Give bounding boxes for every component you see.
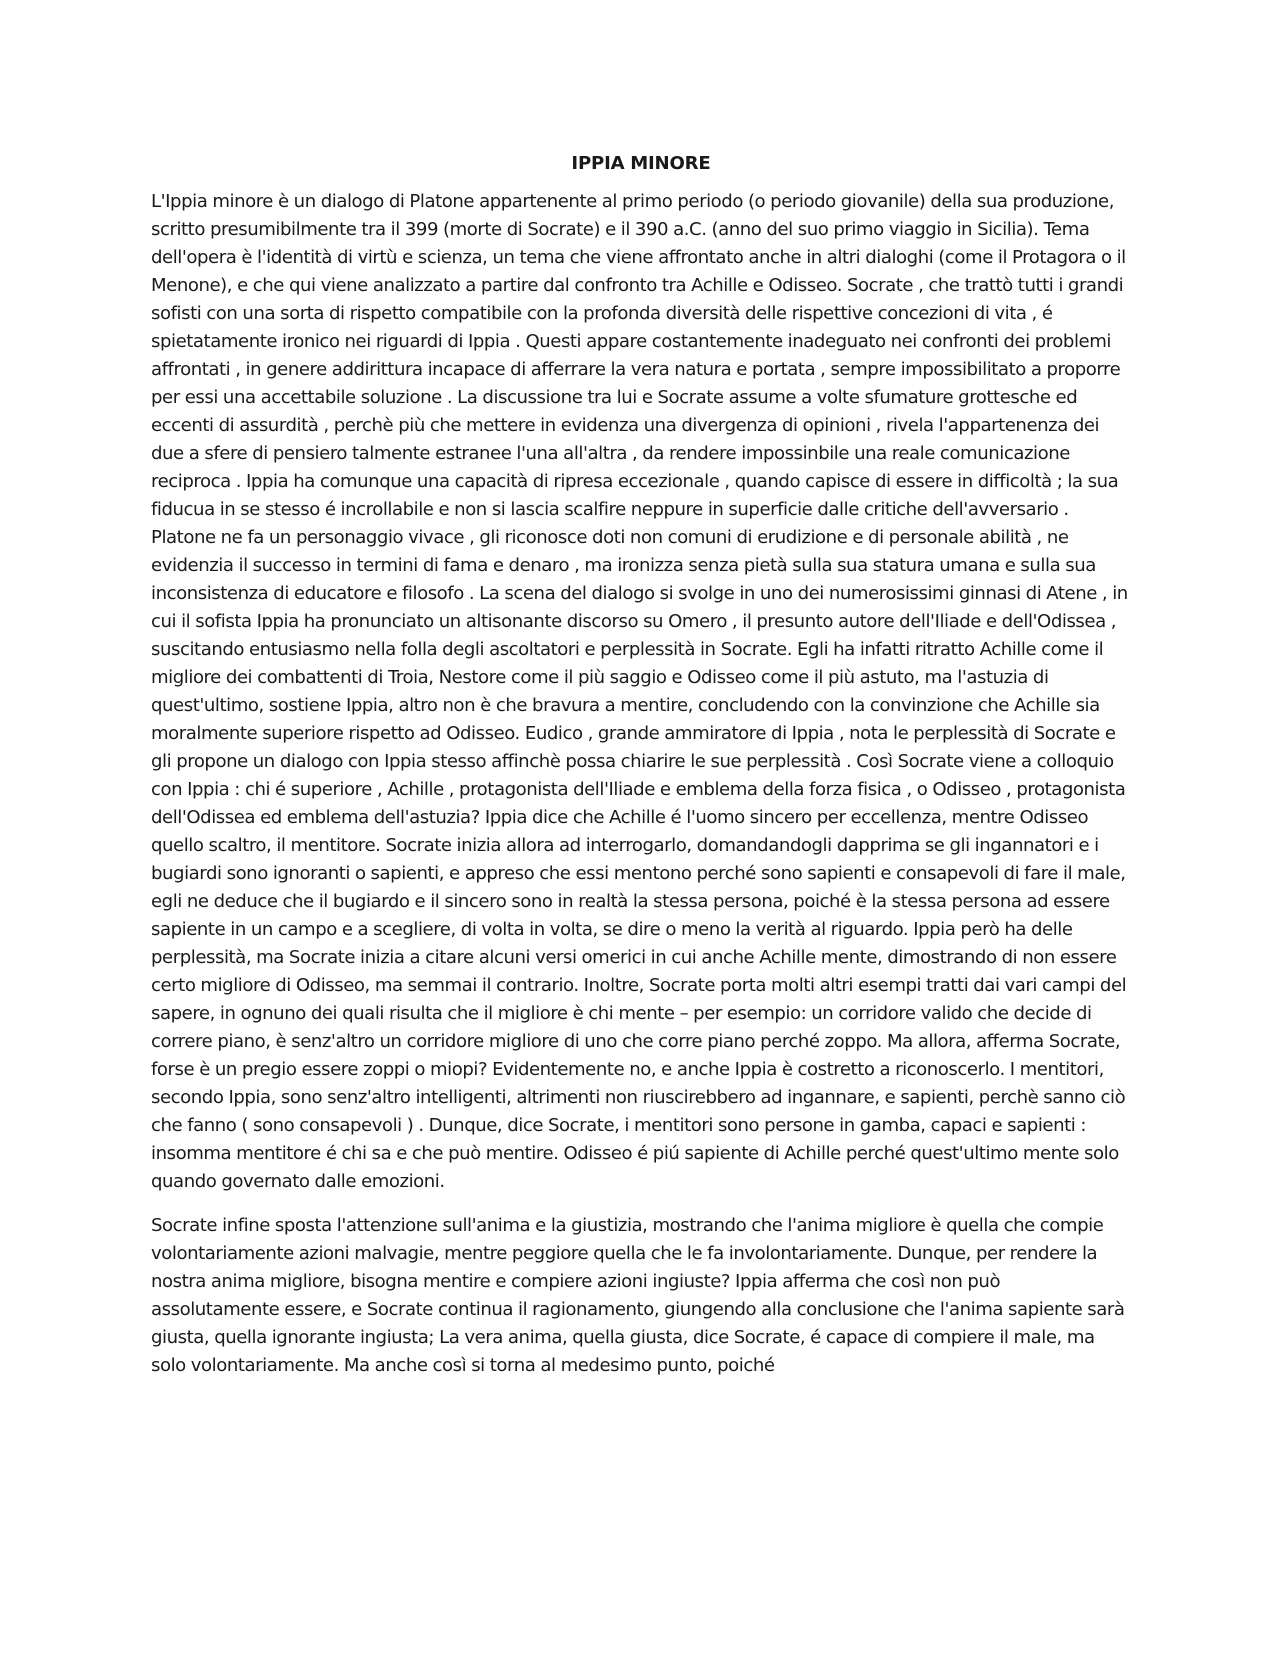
- document-title: IPPIA MINORE: [571, 153, 711, 174]
- paragraph-conclusion: Socrate infine sposta l'attenzione sull'anima e la giustizia, mostrando che l'anima migliore è quella che compie volontariamente azioni malvagie, mentre peggiore quella che le fa involontariamente. Dunque, per rendere la nostra anima migliore, bisogna mentire e compiere azioni ingiuste? Ippia afferma che così non può assolutamente essere, e Socrate continua il ragionamento, giungendo alla conclusione che l'anima sapiente sarà giusta, quella ignorante ingiusta; La vera anima, quella giusta, dice Socrate, é capace di compiere il male, ma solo volontariamente. Ma anche così si torna al medesimo punto, poiché: [151, 1215, 1125, 1376]
- paragraph-intro: L'Ippia minore è un dialogo di Platone appartenente al primo periodo (o periodo giovanile) della sua produzione, scritto presumibilmente tra il 399 (morte di Socrate) e il 390 a.C. (anno del suo primo viaggio in Sicilia). Tema dell'opera è l'identità di virtù e scienza, un tema che viene affrontato anche in altri dialoghi (come il Protagora o il Menone), e che qui viene analizzato a partire dal confronto tra Achille e Odisseo. Socrate , che trattò tutti i grandi sofisti con una sorta di rispetto compatibile con la profonda diversità delle rispettive concezioni di vita , é spietatamente ironico nei riguardi di Ippia . Questi appare costantemente inadeguato nei confronti dei problemi affrontati , in genere addirittura incapace di afferrare la vera natura e portata , sempre impossibilitato a proporre per essi una accettabile soluzione . La discussione tra lui e Socrate assume a volte sfumature grottesche ed eccenti di assurdità , perchè più che mettere in evidenza una divergenza di opinioni , rivela l'appartenenza dei due a sfere di pensiero talmente estranee l'una all'altra , da rendere impossinbile una reale comunicazione reciproca . Ippia ha comunque una capacità di ripresa eccezionale , quando capisce di essere in difficoltà ; la sua fiducua in se stesso é incrollabile e non si lascia scalfire neppure in superficie dalle critiche dell'avversario . Platone ne fa un personaggio vivace , gli riconosce doti non comuni di erudizione e di personale abilità , ne evidenzia il successo in termini di fama e denaro , ma ironizza senza pietà sulla sua statura umana e sulla sua inconsistenza di educatore e filosofo . La scena del dialogo si svolge in uno dei numerosissimi ginnasi di Atene , in cui il sofista Ippia ha pronunciato un altisonante discorso su Omero , il presunto autore dell'Iliade e dell'Odissea , suscitando entusiasmo nella folla degli ascoltatori e perplessità in Socrate. Egli ha infatti ritratto Achille come il migliore dei combattenti di Troia, Nestore come il più saggio e Odisseo come il più astuto, ma l'astuzia di quest'ultimo, sostiene Ippia, altro non è che bravura a mentire, concludendo con la convinzione che Achille sia moralmente superiore rispetto ad Odisseo. Eudico , grande ammiratore di Ippia , nota le perplessità di Socrate e gli propone un dialogo con Ippia stesso affinchè possa chiarire le sue perplessità . Così Socrate viene a colloquio con Ippia : chi é superiore , Achille , protagonista dell'Iliade e emblema della forza fisica , o Odisseo , protagonista dell'Odissea ed emblema dell'astuzia? Ippia dice che Achille é l'uomo sincero per eccellenza, mentre Odisseo quello scaltro, il mentitore. Socrate inizia allora ad interrogarlo, domandandogli dapprima se gli ingannatori e i bugiardi sono ignoranti o sapienti, e appreso che essi mentono perché sono sapienti e consapevoli di fare il male, egli ne deduce che il bugiardo e il sincero sono in realtà la stessa persona, poiché è la stessa persona ad essere sapiente in un campo e a scegliere, di volta in volta, se dire o meno la verità al riguardo. Ippia però ha delle perplessità, ma Socrate inizia a citare alcuni versi omerici in cui anche Achille mente, dimostrando di non essere certo migliore di Odisseo, ma semmai il contrario. Inoltre, Socrate porta molti altri esempi tratti dai vari campi del sapere, in ognuno dei quali risulta che il migliore è chi mente – per esempio: un corridore valido che decide di correre piano, è senz'altro un corridore migliore di uno che corre piano perché zoppo. Ma allora, afferma Socrate, forse è un pregio essere zoppi o miopi? Evidentemente no, e anche Ippia è costretto a riconoscerlo. I mentitori, secondo Ippia, sono senz'altro intelligenti, altrimenti non riuscirebbero ad ingannare, e sapienti, perchè sanno ciò che fanno ( sono consapevoli ) . Dunque, dice Socrate, i mentitori sono persone in gamba, capaci e sapienti : insomma mentitore é chi sa e che può mentire. Odisseo é piú sapiente di Achille perché quest'ultimo mente solo quando governato dalle emozioni.: [151, 191, 1128, 1192]
- document-body: [151, 150, 1131, 1380]
